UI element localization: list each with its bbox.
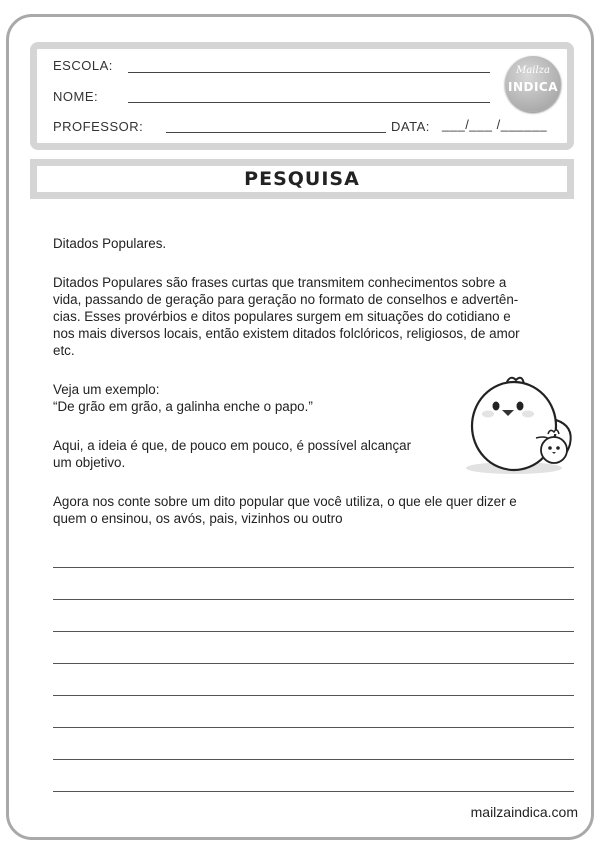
- paragraph-line: Aqui, a ideia é que, de pouco em pouco, é possível alcançar: [53, 438, 412, 453]
- nome-label: NOME:: [53, 89, 99, 104]
- logo-main-text: INDICA: [507, 80, 559, 94]
- paragraph-line: Ditados Populares são frases curtas que transmitem conhecimentos sobre a: [53, 275, 507, 290]
- professor-label: PROFESSOR:: [53, 119, 144, 134]
- logo-script-text: Mailza: [516, 65, 550, 76]
- writing-line-2[interactable]: [53, 599, 574, 600]
- example-quote: “De grão em grão, a galinha enche o papo.”: [53, 399, 313, 414]
- page-title: PESQUISA: [244, 168, 360, 190]
- escola-field[interactable]: [128, 72, 490, 73]
- paragraph-line: etc.: [53, 343, 75, 358]
- paragraph-line: um objetivo.: [53, 455, 126, 470]
- nome-field[interactable]: [128, 102, 490, 103]
- paragraph-line: cias. Esses provérbios e ditos populares surgem em situações do cotidiano e: [53, 309, 511, 324]
- mailza-indica-logo: [505, 56, 561, 112]
- example-label: Veja um exemplo:: [53, 382, 160, 397]
- paragraph-line: quem o ensinou, os avós, pais, vizinhos ou outro: [53, 511, 343, 526]
- footer-website: mailzaindica.com: [470, 804, 578, 820]
- paragraph-line: vida, passando de geração para geração no formato de conselhos e advertên-: [53, 292, 519, 307]
- content-heading: Ditados Populares.: [53, 236, 167, 251]
- title-box: [30, 159, 574, 199]
- date-field[interactable]: ___/___ /______: [442, 117, 548, 132]
- escola-label: ESCOLA:: [53, 58, 113, 73]
- writing-line-1[interactable]: [53, 567, 574, 568]
- writing-line-7[interactable]: [53, 759, 574, 760]
- hen-and-chick-illustration: [462, 370, 582, 480]
- writing-line-5[interactable]: [53, 695, 574, 696]
- paragraph-line: nos mais diversos locais, então existem ditados folclóricos, religiosos, de amor: [53, 326, 520, 341]
- writing-line-6[interactable]: [53, 727, 574, 728]
- writing-line-3[interactable]: [53, 631, 574, 632]
- writing-line-4[interactable]: [53, 663, 574, 664]
- professor-field[interactable]: [166, 132, 386, 133]
- writing-line-8[interactable]: [53, 791, 574, 792]
- paragraph-line: Agora nos conte sobre um dito popular que você utiliza, o que ele quer dizer e: [53, 494, 517, 509]
- data-label: DATA:: [391, 119, 430, 134]
